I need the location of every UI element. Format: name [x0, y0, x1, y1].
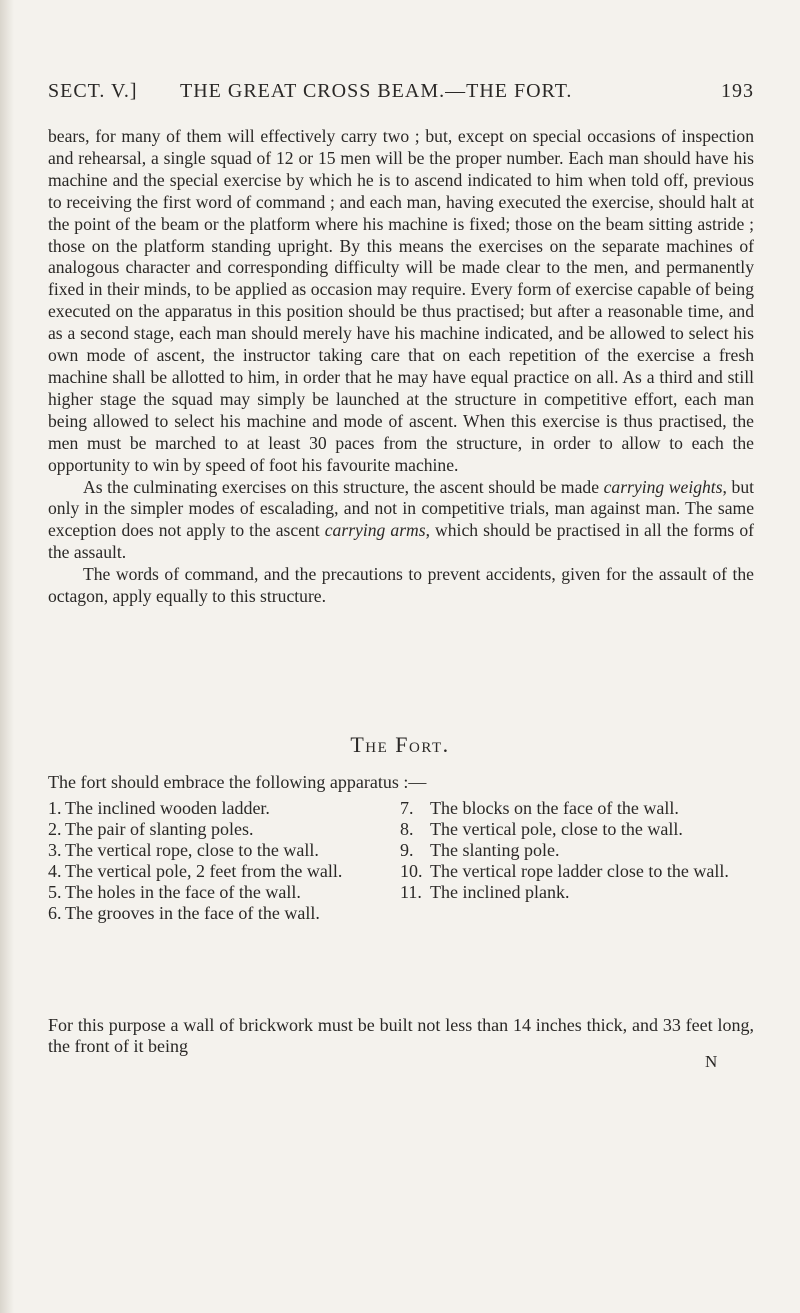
- paragraph-2: [48, 477, 754, 565]
- item-text: The inclined plank.: [430, 882, 570, 902]
- paragraph-2-text-a: As the culminating exercises on this structure, the ascent should be made: [83, 476, 604, 497]
- item-text: The slanting pole.: [430, 840, 560, 860]
- list-item: [48, 882, 348, 903]
- list-item: [400, 819, 756, 840]
- section-marker: SECT. V.]: [48, 80, 138, 102]
- item-text: The blocks on the face of the wall.: [430, 798, 679, 818]
- item-text: The inclined wooden ladder.: [65, 798, 270, 818]
- section-title: The Fort.: [350, 732, 450, 757]
- item-number: 5.: [48, 882, 62, 902]
- closing-paragraph: For this purpose a wall of brickwork must be built not less than 14 inches thick, and 33 feet long, the front of it being: [48, 1015, 754, 1056]
- item-number: 6.: [48, 903, 62, 923]
- item-text: The vertical rope, close to the wall.: [65, 840, 319, 860]
- item-number: 8.: [400, 819, 414, 839]
- list-item: [400, 798, 756, 819]
- italic-carrying-arms: carrying arms: [324, 520, 426, 541]
- item-text: The vertical pole, close to the wall.: [430, 819, 683, 839]
- paragraph-2-text-c: , which should be practised in all the forms of the assault.: [48, 520, 754, 563]
- running-title: THE GREAT CROSS BEAM.—THE FORT.: [180, 80, 573, 102]
- apparatus-list-right: [400, 798, 756, 903]
- list-item: [400, 861, 756, 882]
- paragraph-3-text: The words of command, and the precautions to prevent accidents, given for the assault of the octagon, apply equally to this structure.: [48, 564, 754, 607]
- item-text: The grooves in the face of the wall.: [65, 903, 320, 923]
- italic-carrying-weights: carrying weights: [603, 476, 723, 497]
- item-number: 10.: [400, 861, 423, 881]
- item-number: 11.: [400, 882, 422, 902]
- paragraph-1-text: bears, for many of them will effectively carry two ; but, except on special occasions of inspection and rehearsal, a single squad of 12 or 15 men will be the proper number. Each man should have his machine and the special exercise by which he is to ascend indicated to him when told off, previous to receiving the first word of command ; and each man, having executed the exercise, should halt at the point of the beam or the platform where his machine is fixed; those on the beam sitting astride ; those on the platform standing upright. By this means the exercises on the separate machines of analogous character and corresponding difficulty will be made clear to the men, and permanently fixed in their minds, to be applied as occasion may require. Every form of exercise capable of being executed on the apparatus in this position should be thus practised; but after a reasonable time, and as a second stage, each man should merely have his machine indicated, and be allowed to select his own mode of ascent, the instructor taking care that on each repetition of the exercise a fresh machine shall be allotted to him, in order that he may have equal practice on all. As a third and still higher stage the squad may simply be launched at the structure in competitive effort, each man being allowed to select his machine and mode of ascent. When this exercise is thus practised, the men must be marched to at least 30 paces from the structure, in order to allow to each the opportunity to win by speed of foot his favourite machine.: [48, 126, 754, 475]
- list-item: [400, 840, 756, 861]
- list-item: [48, 840, 348, 861]
- list-item: [48, 798, 348, 819]
- list-item: [48, 819, 348, 840]
- list-item: [400, 882, 756, 903]
- list-item: [48, 903, 348, 924]
- page-number: 193: [721, 80, 754, 102]
- item-number: 2.: [48, 819, 62, 839]
- item-text: The vertical pole, 2 feet from the wall.: [65, 861, 343, 881]
- running-header: [48, 80, 754, 110]
- item-number: 1.: [48, 798, 62, 818]
- paragraph-3: [48, 564, 754, 608]
- signature-mark: N: [705, 1052, 718, 1071]
- apparatus-intro: The fort should embrace the following apparatus :—: [48, 772, 427, 792]
- list-item: [48, 861, 348, 882]
- item-number: 7.: [400, 798, 414, 818]
- item-text: The vertical rope ladder close to the wall.: [430, 861, 729, 881]
- item-text: The pair of slanting poles.: [65, 819, 254, 839]
- apparatus-list-left: [48, 798, 348, 924]
- page-spine-shadow: [0, 0, 14, 1313]
- paragraph-2-text-b: , but only in the simpler modes of escalading, and not in competitive trials, man against man. The same exception does not apply to the ascent: [48, 476, 755, 541]
- body-text: [48, 126, 754, 608]
- item-number: 3.: [48, 840, 62, 860]
- item-number: 4.: [48, 861, 62, 881]
- item-number: 9.: [400, 840, 414, 860]
- item-text: The holes in the face of the wall.: [65, 882, 301, 902]
- paragraph-1: [48, 126, 754, 477]
